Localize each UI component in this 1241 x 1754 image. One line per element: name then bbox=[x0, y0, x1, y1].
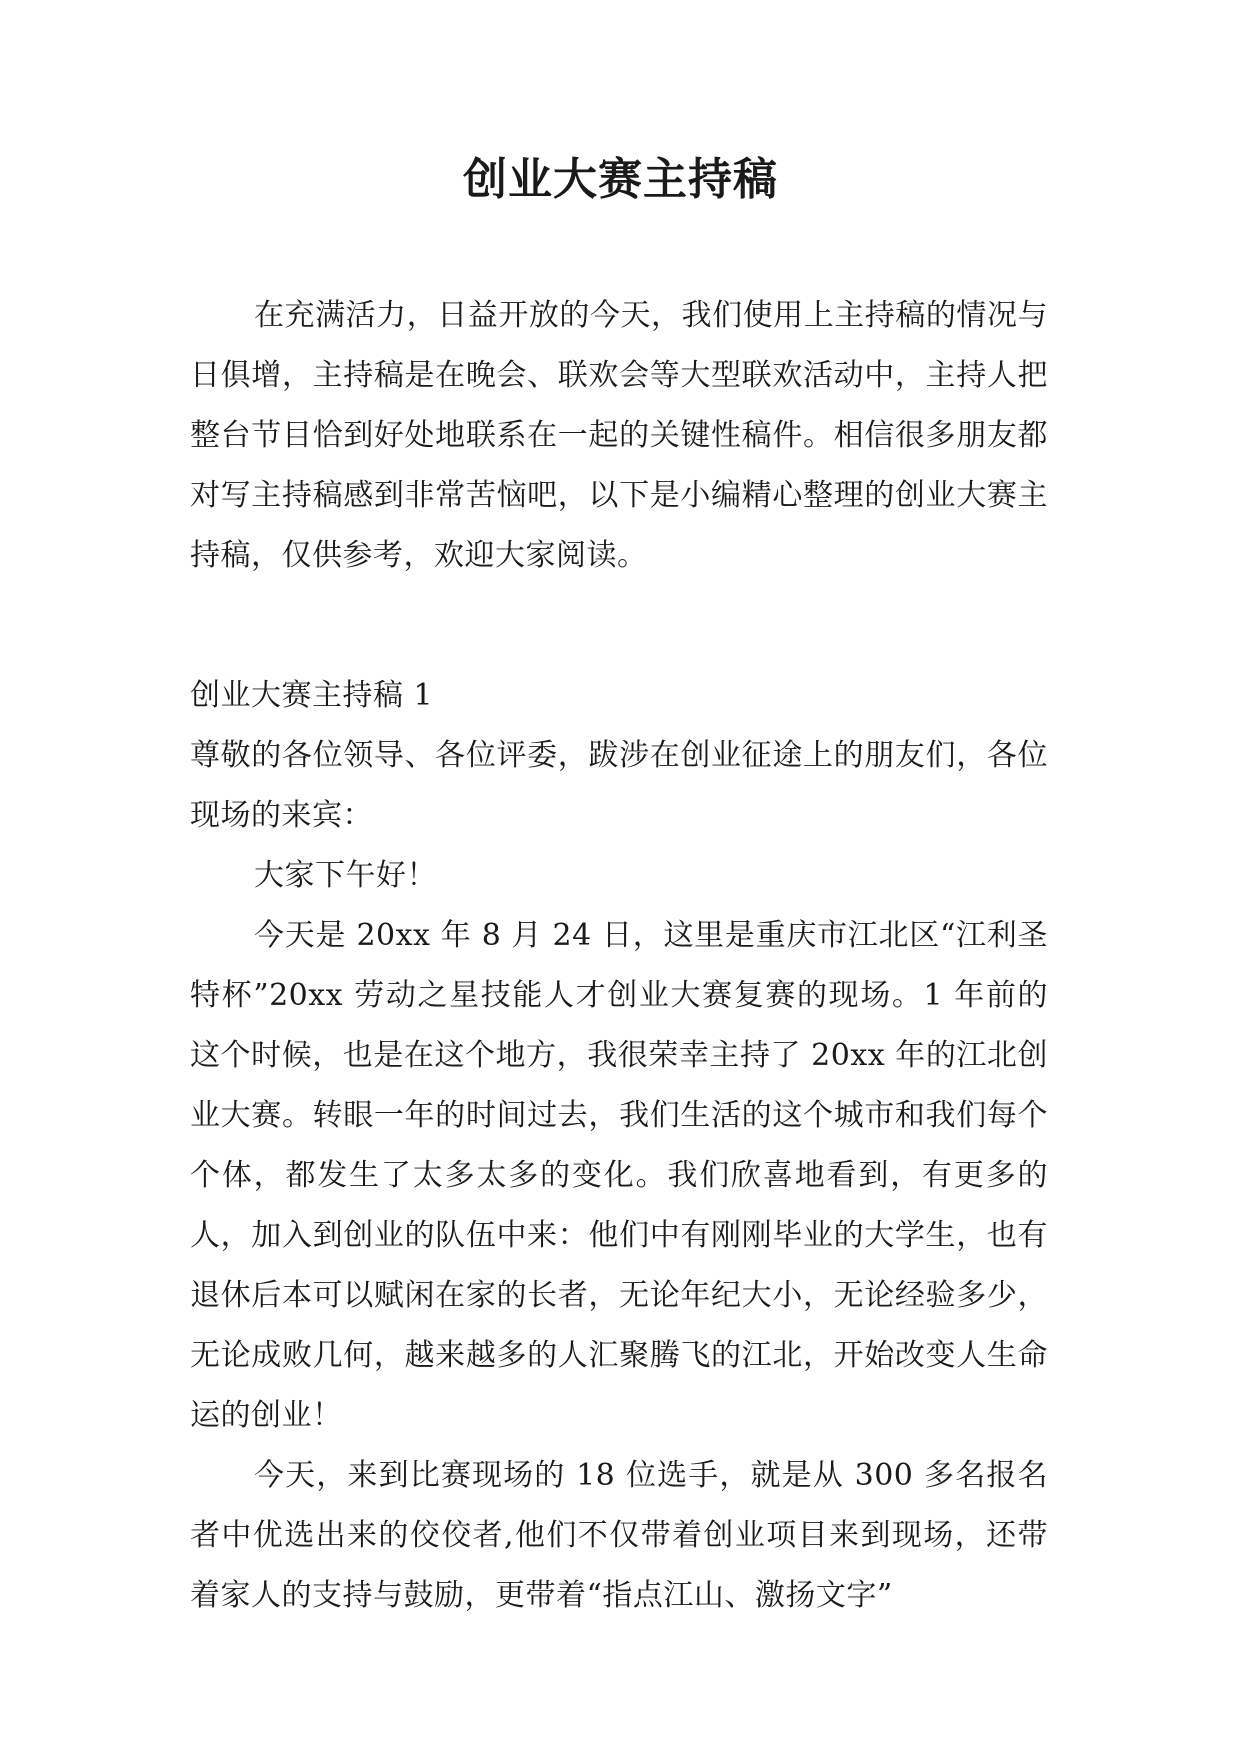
document-body bbox=[190, 286, 1048, 1626]
section-heading: 创业大赛主持稿 1 bbox=[190, 678, 434, 713]
greeting-paragraph: 大家下午好！ bbox=[254, 858, 437, 893]
section-spacer bbox=[190, 586, 1048, 666]
body-paragraph-1: 今天是 20xx 年 8 月 24 日，这里是重庆市江北区“江利圣特杯”20xx 劳动之星技能人才创业大赛复赛的现场。1 年前的这个时候，也是在这个地方，我很荣幸主持了 20xx 年的江北创业大赛。转眼一年的时间过去，我们生活的这个城市和我们每个个体，都发生了太多太多的变化。我们欣喜地看到，有更多的人，加入到创业的队伍中来：他们中有刚刚毕业的大学生，也有退休后本可以赋闲在家的长者，无论年纪大小，无论经验多少，无论成败几何，越来越多的人汇聚腾飞的江北，开始改变人生命运的创业！ bbox=[190, 918, 1048, 1433]
body-paragraph-2: 今天，来到比赛现场的 18 位选手，就是从 300 多名报名者中优选出来的佼佼者,他们不仅带着创业项目来到现场，还带着家人的支持与鼓励，更带着“指点江山、激扬文字” bbox=[190, 1458, 1048, 1613]
salutation-paragraph: 尊敬的各位领导、各位评委，跋涉在创业征途上的朋友们，各位现场的来宾： bbox=[190, 738, 1048, 833]
document-title: 创业大赛主持稿 bbox=[463, 154, 778, 205]
intro-paragraph: 在充满活力，日益开放的今天，我们使用上主持稿的情况与日俱增，主持稿是在晚会、联欢会等大型联欢活动中，主持人把整台节目恰到好处地联系在一起的关键性稿件。相信很多朋友都对写主持稿感到非常苦恼吧，以下是小编精心整理的创业大赛主持稿，仅供参考，欢迎大家阅读。 bbox=[190, 298, 1048, 573]
